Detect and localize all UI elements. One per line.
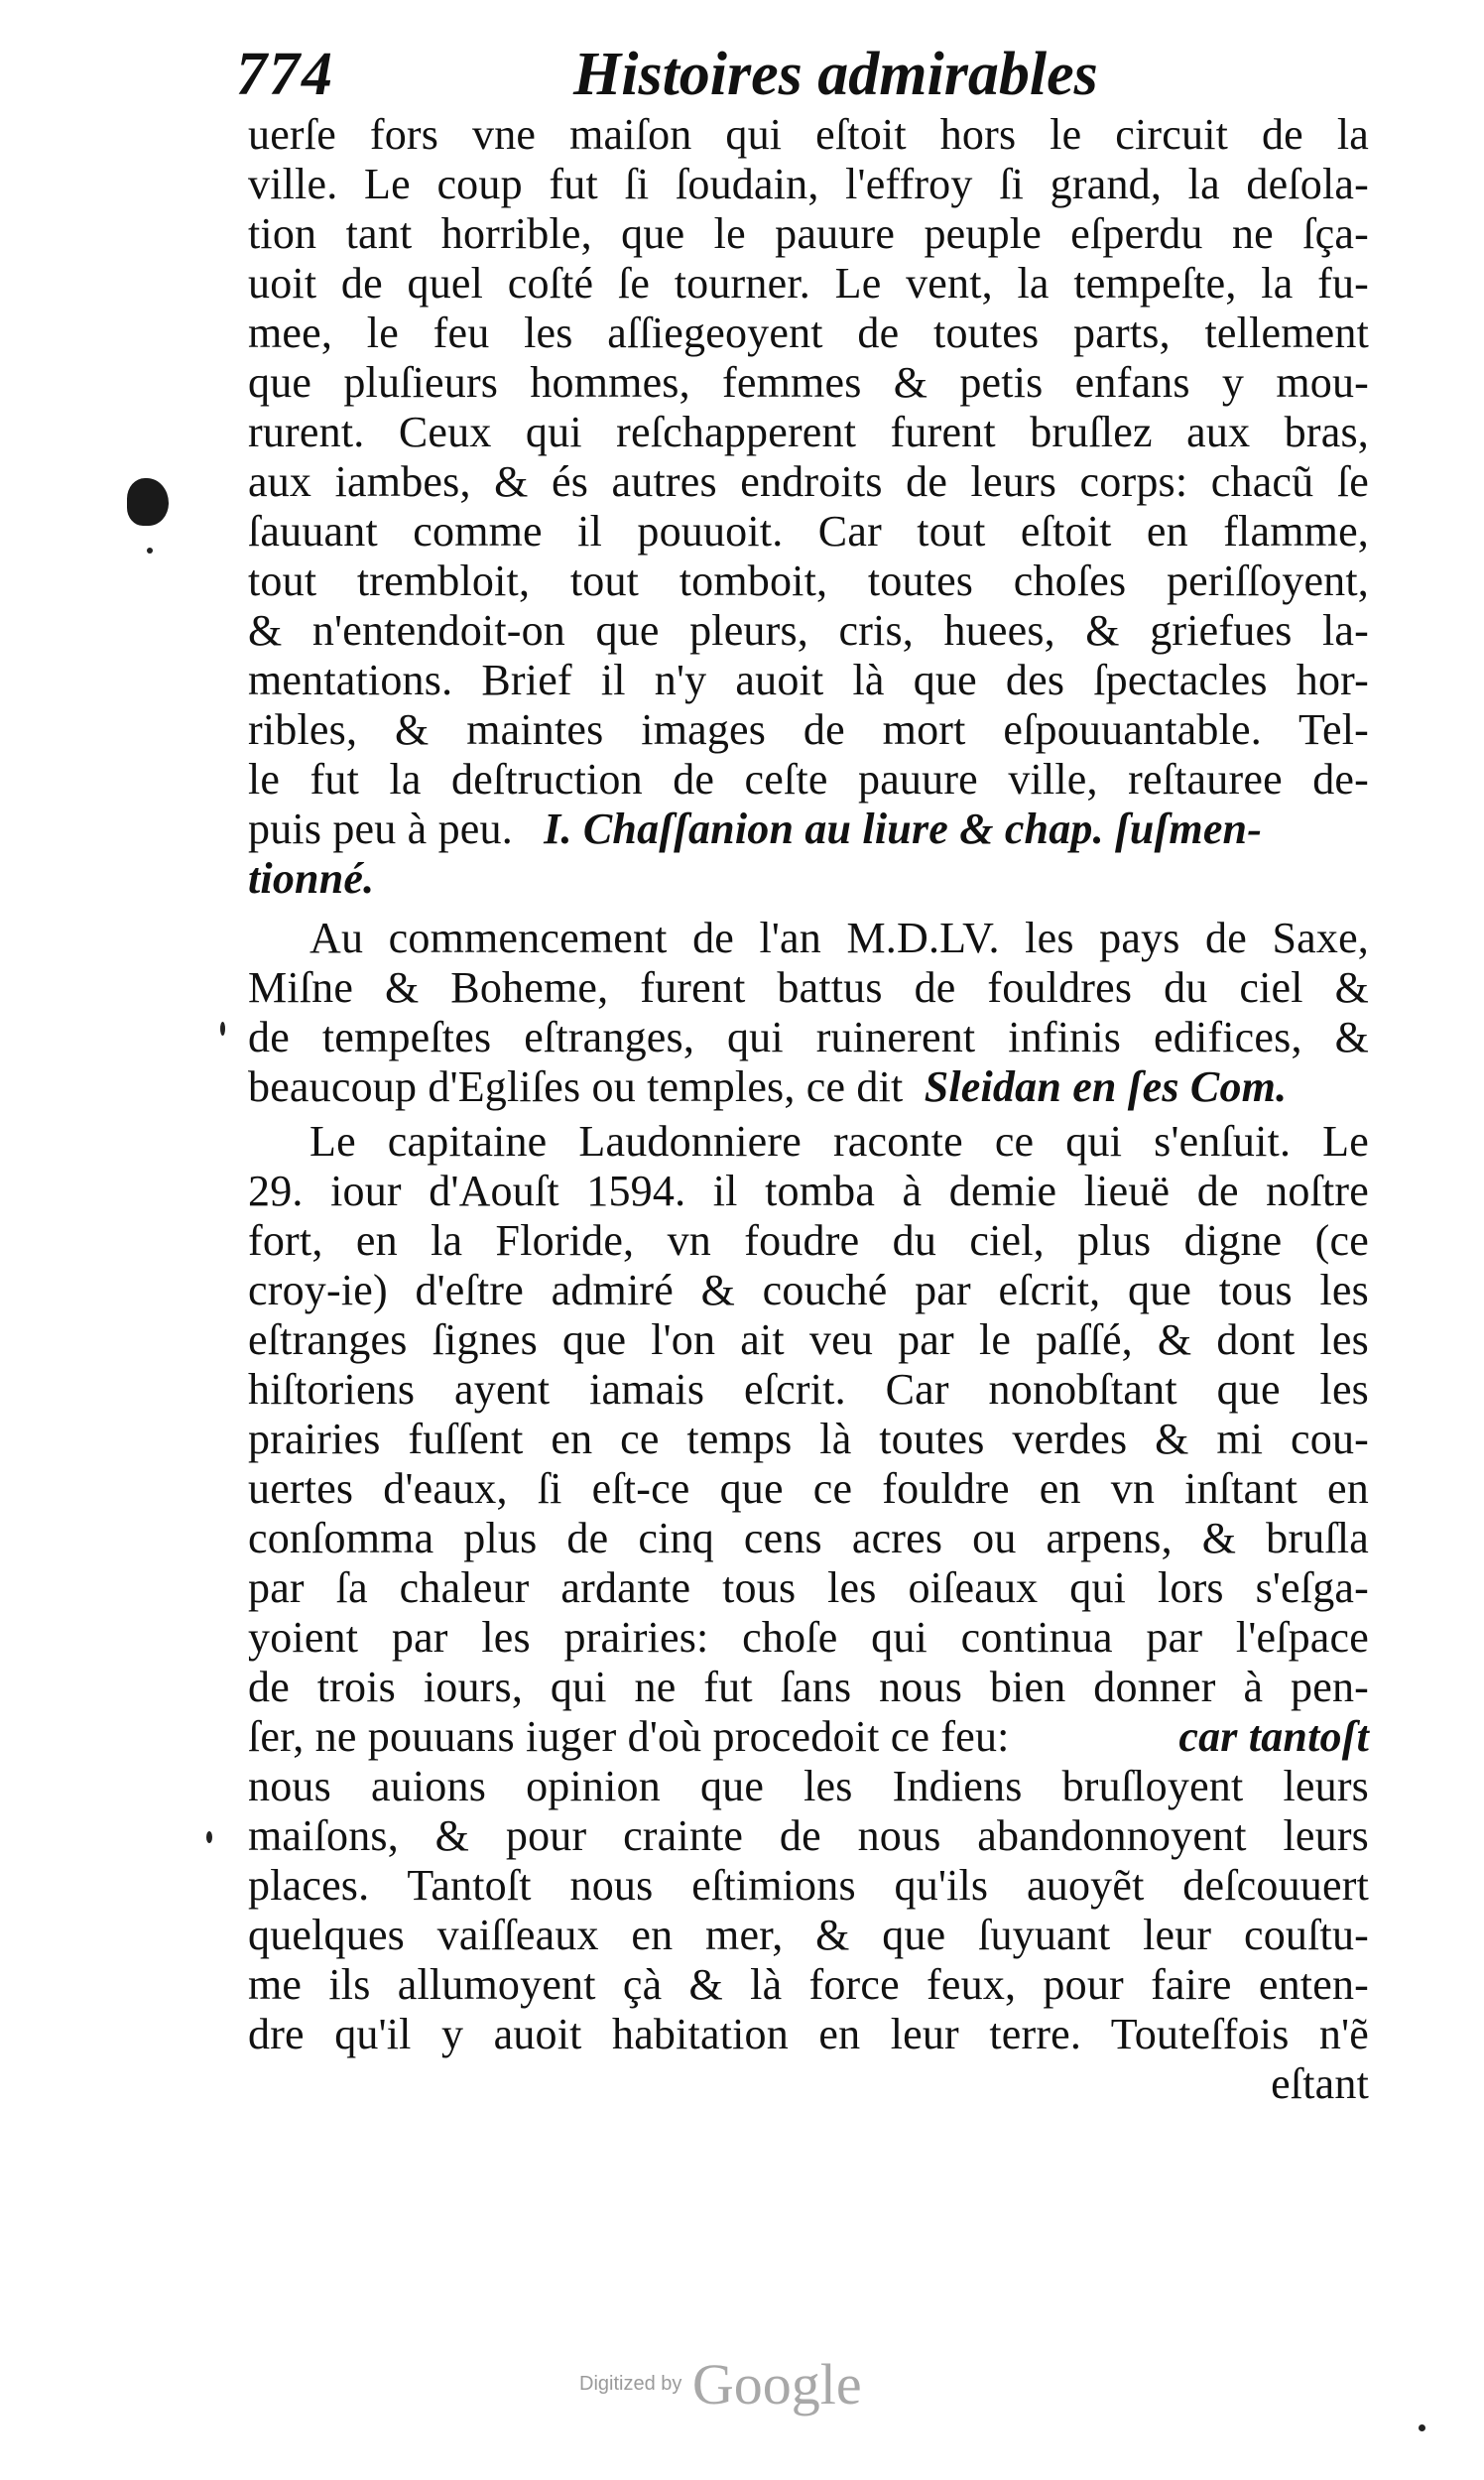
- ink-speck: [206, 1831, 212, 1843]
- text-line: croy-ie) d'eſtre admiré & couché par eſcrit, que tous les: [248, 1266, 1369, 1314]
- text-line: que pluſieurs hommes, femmes & petis enfans y mou-: [248, 358, 1369, 407]
- text-segment: puis peu à peu.: [248, 805, 513, 853]
- running-title: Histoires admirables: [573, 41, 1098, 108]
- text-line: aux iambes, & és autres endroits de leurs corps: chacũ ſe: [248, 457, 1369, 506]
- text-line: fort, en la Floride, vn foudre du ciel, plus digne (ce: [248, 1216, 1369, 1265]
- text-line: eſtranges ſignes que l'on ait veu par le paſſé, & dont les: [248, 1315, 1369, 1364]
- page-header: [236, 40, 1387, 119]
- text-line: Miſne & Boheme, furent battus de fouldres du ciel &: [248, 963, 1369, 1012]
- text-line-with-citation: [248, 1061, 1287, 1113]
- text-line: Au commencement de l'an M.D.LV. les pays de Saxe,: [309, 914, 1369, 962]
- text-line: de tempeſtes eſtranges, qui ruinerent infinis edifices, &: [248, 1013, 1369, 1061]
- text-line: Le capitaine Laudonniere raconte ce qui s'enſuit. Le: [309, 1117, 1369, 1166]
- text-line: me ils allumoyent çà & là force feux, pour faire enten-: [248, 1960, 1369, 2009]
- text-line: quelques vaiſſeaux en mer, & que ſuyuant leur couſtu-: [248, 1911, 1369, 1959]
- text-line: uertes d'eaux, ſi eſt-ce que ce fouldre en vn inſtant en: [248, 1464, 1369, 1513]
- text-line: par ſa chaleur ardante tous les oiſeaux qui lors s'eſga-: [248, 1563, 1369, 1612]
- page-number: 774: [236, 41, 334, 108]
- text-line: hiſtoriens ayent iamais eſcrit. Car nonobſtant que les: [248, 1365, 1369, 1414]
- text-line: tion tant horrible, que le pauure peuple eſperdu ne ſça-: [248, 209, 1369, 258]
- text-line: ville. Le coup fut ſi ſoudain, l'effroy ſi grand, la deſola-: [248, 160, 1369, 208]
- text-line: maiſons, & pour crainte de nous abandonnoyent leurs: [248, 1811, 1369, 1860]
- text-line: mee, le feu les aſſiegeoyent de toutes parts, tellement: [248, 309, 1369, 357]
- digitized-watermark: [579, 2351, 862, 2418]
- text-line: ſauuant comme il pouuoit. Car tout eſtoit en flamme,: [248, 507, 1369, 556]
- text-line: & n'entendoit-on que pleurs, cris, huees, & griefues la-: [248, 606, 1369, 655]
- text-line-with-citation: [248, 804, 1262, 855]
- text-line: dre qu'il y auoit habitation en leur terre. Touteſfois n'ẽ: [248, 2010, 1369, 2058]
- text-line: prairies fuſſent en ce temps là toutes verdes & mi cou-: [248, 1415, 1369, 1463]
- text-line: 29. iour d'Aouſt 1594. il tomba à demie lieuë de noſtre: [248, 1167, 1369, 1215]
- digitized-label: Digitized by: [579, 2373, 682, 2395]
- italic-segment: car tantoſt: [1178, 1712, 1369, 1761]
- google-logo: Google: [691, 2352, 862, 2417]
- text-line-mixed: [248, 1711, 1369, 1763]
- ink-blot: [127, 478, 169, 526]
- citation-end: [248, 853, 374, 905]
- catchword: eſtant: [1271, 2059, 1369, 2108]
- text-line: places. Tantoſt nous eſtimions qu'ils auoyẽt deſcouuert: [248, 1861, 1369, 1910]
- text-line: le fut la deſtruction de ceſte pauure ville, reſtauree de-: [248, 755, 1369, 804]
- text-line: yoient par les prairies: choſe qui continua par l'eſpace: [248, 1613, 1369, 1662]
- text-line: tout trembloit, tout tomboit, toutes choſes periſſoyent,: [248, 557, 1369, 605]
- ink-speck: [220, 1022, 225, 1036]
- citation: I. Chaſſanion au liure & chap. ſuſmen-: [544, 805, 1263, 853]
- text-line: rurent. Ceux qui reſchapperent furent bruſlez aux bras,: [248, 408, 1369, 456]
- text-line: uerſe fors vne maiſon qui eſtoit hors le circuit de la: [248, 110, 1369, 159]
- text-line: nous auions opinion que les Indiens bruſloyent leurs: [248, 1762, 1369, 1810]
- text-line: conſomma plus de cinq cens acres ou arpens, & bruſla: [248, 1514, 1369, 1562]
- ink-speck: [1419, 2424, 1425, 2431]
- text-line: ribles, & maintes images de mort eſpouuantable. Tel-: [248, 705, 1369, 754]
- text-line: de trois iours, qui ne fut ſans nous bien donner à pen-: [248, 1663, 1369, 1711]
- citation: Sleidan en ſes Com.: [924, 1062, 1288, 1111]
- ink-speck: [147, 548, 153, 554]
- text-segment: ſer, ne pouuans iuger d'où procedoit ce feu:: [248, 1712, 1010, 1761]
- text-line: mentations. Brief il n'y auoit là que des ſpectacles hor-: [248, 656, 1369, 704]
- citation: tionné.: [248, 854, 375, 903]
- text-line: uoit de quel coſté ſe tourner. Le vent, la tempeſte, la fu-: [248, 259, 1369, 308]
- text-segment: beaucoup d'Egliſes ou temples, ce dit: [248, 1062, 904, 1111]
